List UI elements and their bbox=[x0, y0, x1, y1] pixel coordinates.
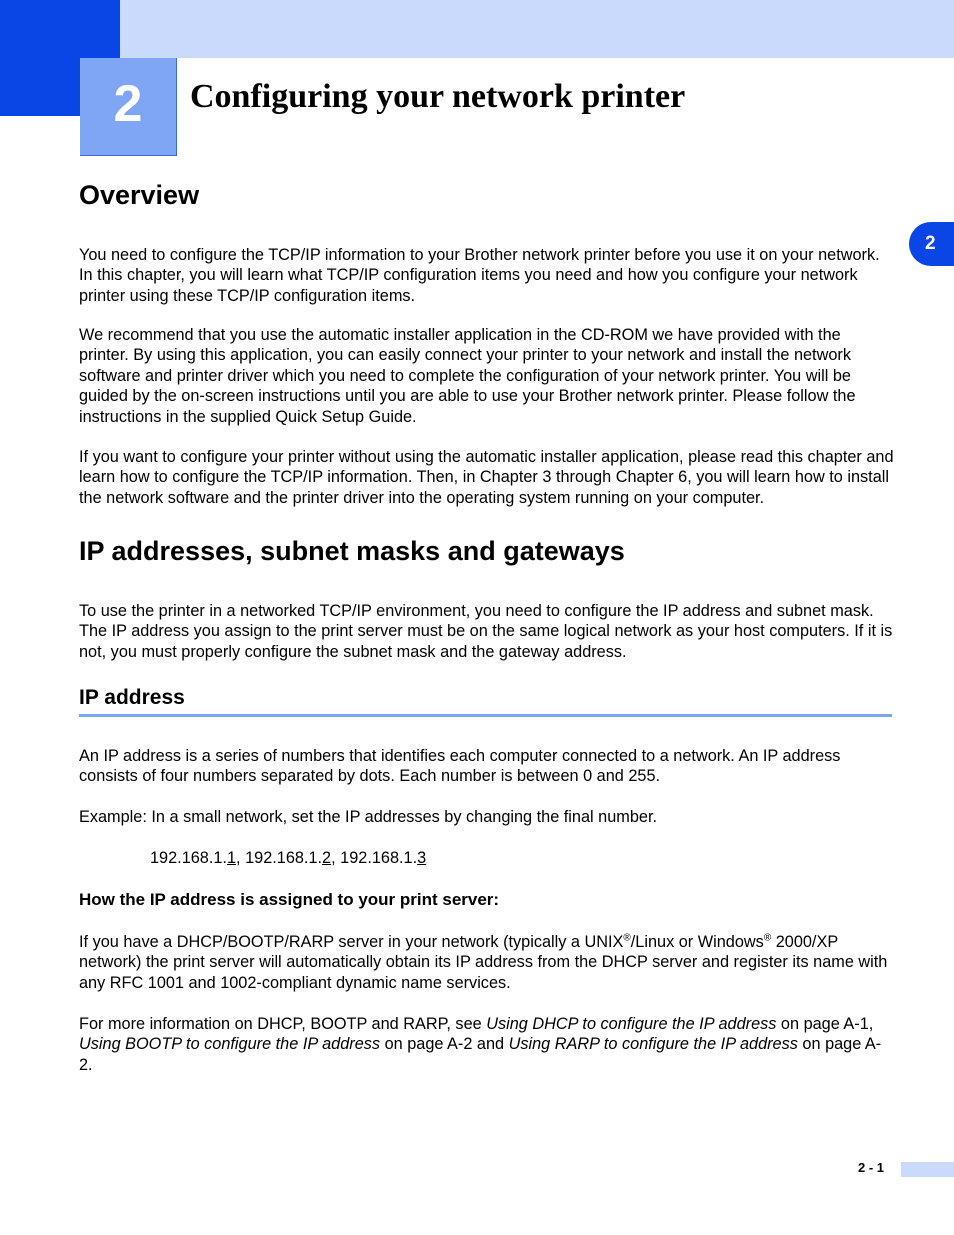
ip-example-prefix-1: 192.168.1. bbox=[150, 849, 227, 867]
ip-address-heading: IP address bbox=[79, 686, 185, 709]
dhcp-text-2: /Linux or Windows bbox=[630, 933, 764, 951]
ip-address-paragraph-2: Example: In a small network, set the IP addresses by changing the final number. bbox=[79, 808, 657, 826]
page-number: 2 - 1 bbox=[858, 1160, 885, 1175]
dhcp-paragraph bbox=[79, 932, 894, 993]
more-info-text-1: For more information on DHCP, BOOTP and RARP, see bbox=[79, 1015, 487, 1033]
overview-paragraph-2: We recommend that you use the automatic installer application in the CD-ROM we have provided with the printer. By using this application, you can easily connect your printer to your network and install the network software and printer driver which you need to complete the configuration of your network printer. You will be guided by the on-screen instructions until you are able to use your Brother network printer. Please follow the instructions in the supplied Quick Setup Guide. bbox=[79, 326, 856, 426]
more-info-text-4: on page A-2. bbox=[79, 1035, 882, 1074]
ip-address-paragraph-1: An IP address is a series of numbers that identifies each computer connected to a network. An IP address consists of four numbers separated by dots. Each number is between 0 and 255. bbox=[79, 747, 841, 786]
ip-section-heading: IP addresses, subnet masks and gateways bbox=[79, 536, 625, 566]
more-info-paragraph bbox=[79, 1014, 894, 1075]
chapter-number-box: 2 bbox=[80, 58, 177, 156]
dhcp-reference: Using DHCP to configure the IP address bbox=[486, 1015, 777, 1033]
more-info-text-2: on page A-1, bbox=[776, 1015, 874, 1033]
more-info-text-3: on page A-2 and bbox=[380, 1035, 509, 1054]
ip-section-paragraph: To use the printer in a networked TCP/IP environment, you need to configure the IP address and subnet mask. The IP address you assign to the print server must be on the same logical network as your host computers. If it is not, you must properly configure the subnet mask and the gateway address. bbox=[79, 602, 893, 661]
overview-heading: Overview bbox=[79, 180, 200, 210]
overview-paragraph-3: If you want to configure your printer without using the automatic installer application, please read this chapter and learn how to configure the TCP/IP information. Then, in Chapter 3 through Chapter 6, you will learn how to install the network software and the printer driver into the operating system running on your computer. bbox=[79, 448, 894, 507]
ip-example-final-2: 2 bbox=[322, 849, 332, 867]
rarp-reference: Using RARP to configure the IP address bbox=[508, 1035, 798, 1054]
assignment-subheading: How the IP address is assigned to your print server: bbox=[79, 890, 500, 909]
chapter-side-tab: 2 bbox=[909, 222, 954, 266]
footer-tab bbox=[901, 1162, 954, 1177]
header-band bbox=[120, 0, 954, 58]
registered-mark: ® bbox=[763, 932, 772, 944]
ip-example-final-1: 1 bbox=[226, 849, 237, 867]
overview-paragraph-1: You need to configure the TCP/IP information to your Brother network printer before you use it on your network. In this chapter, you will learn what TCP/IP configuration items you need and how you configure your network printer using these TCP/IP configuration items. bbox=[79, 246, 880, 305]
ip-example-line bbox=[150, 848, 426, 868]
bootp-reference: Using BOOTP to configure the IP address bbox=[79, 1035, 381, 1054]
chapter-title: Configuring your network printer bbox=[190, 78, 686, 115]
ip-example-prefix-3: , 192.168.1. bbox=[331, 849, 418, 867]
ip-example-prefix-2: , 192.168.1. bbox=[236, 849, 323, 867]
registered-mark: ® bbox=[623, 932, 631, 944]
heading-rule bbox=[79, 714, 892, 717]
dhcp-text-1: If you have a DHCP/BOOTP/RARP server in your network (typically a UNIX bbox=[79, 933, 624, 951]
ip-example-final-3: 3 bbox=[417, 849, 427, 867]
dhcp-text-3: 2000/XP network) the print server will automatically obtain its IP address from the DHCP server and register its name with any RFC 1001 and 1002-compliant dynamic name services. bbox=[79, 933, 888, 992]
